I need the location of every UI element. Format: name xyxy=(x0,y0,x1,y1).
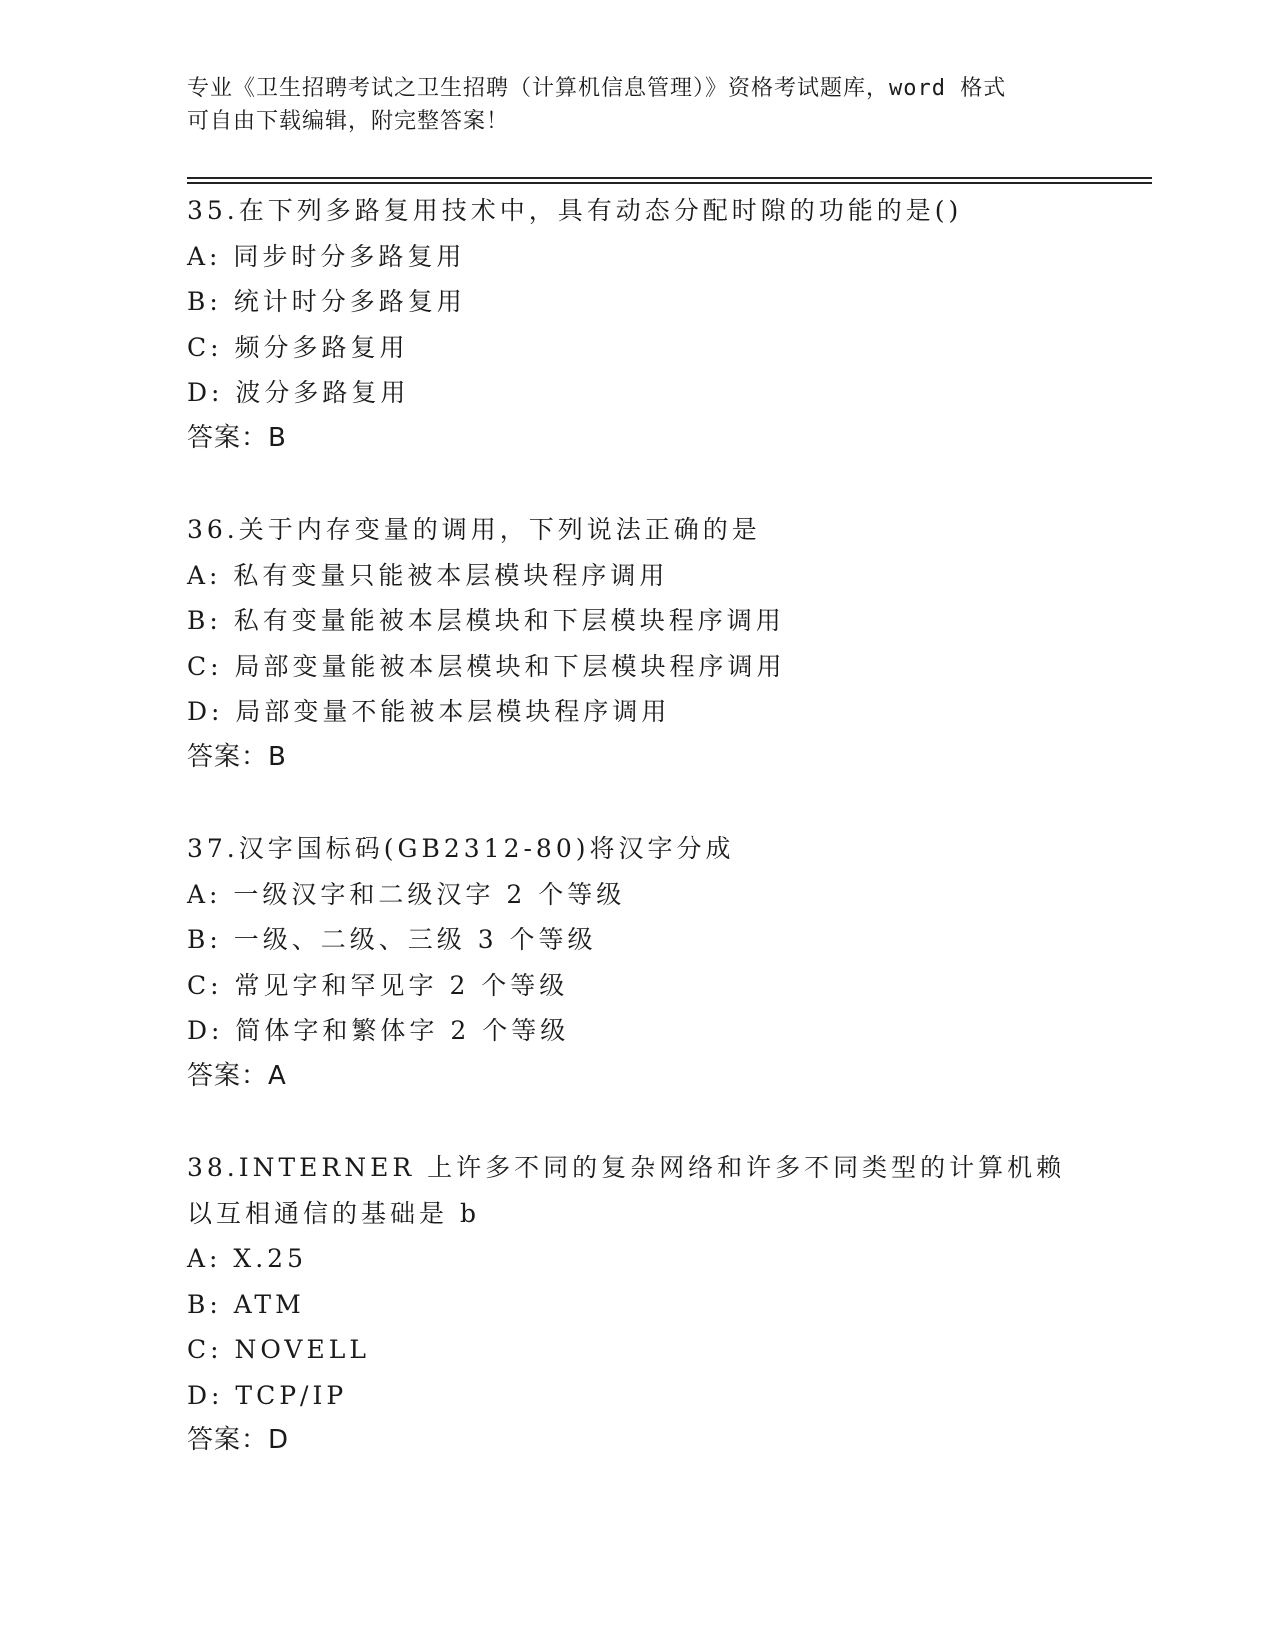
answer: 答案：A xyxy=(187,1060,287,1091)
option-a: A: 一级汉字和二级汉字 2 个等级 xyxy=(187,879,626,909)
document-header xyxy=(187,72,1087,138)
option-c: C: 频分多路复用 xyxy=(187,332,409,362)
option-b: B: 私有变量能被本层模块和下层模块程序调用 xyxy=(187,606,785,635)
option-b: B: ATM xyxy=(187,1289,305,1319)
option-c: C: 常见字和罕见字 2 个等级 xyxy=(187,970,569,1000)
question-list xyxy=(187,188,1087,1510)
option-c: C: NOVELL xyxy=(187,1335,370,1364)
option-d: D: 简体字和繁体字 2 个等级 xyxy=(187,1016,570,1045)
question-stem: 36.关于内存变量的调用，下列说法正确的是 xyxy=(187,515,761,544)
option-a: A: 同步时分多路复用 xyxy=(187,241,466,271)
header-line-2: 可自由下载编辑，附完整答案！ xyxy=(187,109,510,134)
question-stem: 35.在下列多路复用技术中，具有动态分配时隙的功能的是() xyxy=(187,196,963,225)
option-d: D: 局部变量不能被本层模块程序调用 xyxy=(187,697,671,726)
header-divider-bottom xyxy=(187,182,1152,184)
option-a: A: X.25 xyxy=(187,1244,307,1273)
question-35 xyxy=(187,188,1087,461)
answer: 答案：D xyxy=(187,1425,290,1455)
option-a: A: 私有变量只能被本层模块程序调用 xyxy=(187,560,669,590)
question-37 xyxy=(187,826,1087,1099)
option-d: D: 波分多路复用 xyxy=(187,378,410,407)
answer: 答案：B xyxy=(187,741,287,772)
header-line-1: 专业《卫生招聘考试之卫生招聘（计算机信息管理）》资格考试题库，word 格式 xyxy=(187,76,1007,101)
option-c: C: 局部变量能被本层模块和下层模块程序调用 xyxy=(187,651,786,681)
question-38 xyxy=(187,1145,1087,1464)
question-36 xyxy=(187,507,1087,780)
question-stem: 38.INTERNER 上许多不同的复杂网络和许多不同类型的计算机赖以互相通信的基础是 b xyxy=(187,1153,1066,1228)
option-b: B: 一级、二级、三级 3 个等级 xyxy=(187,925,597,954)
question-stem: 37.汉字国标码(GB2312-80)将汉字分成 xyxy=(187,834,735,863)
option-d: D: TCP/IP xyxy=(187,1380,348,1410)
option-b: B: 统计时分多路复用 xyxy=(187,287,466,316)
answer: 答案：B xyxy=(187,422,287,453)
header-divider-top xyxy=(187,177,1152,179)
